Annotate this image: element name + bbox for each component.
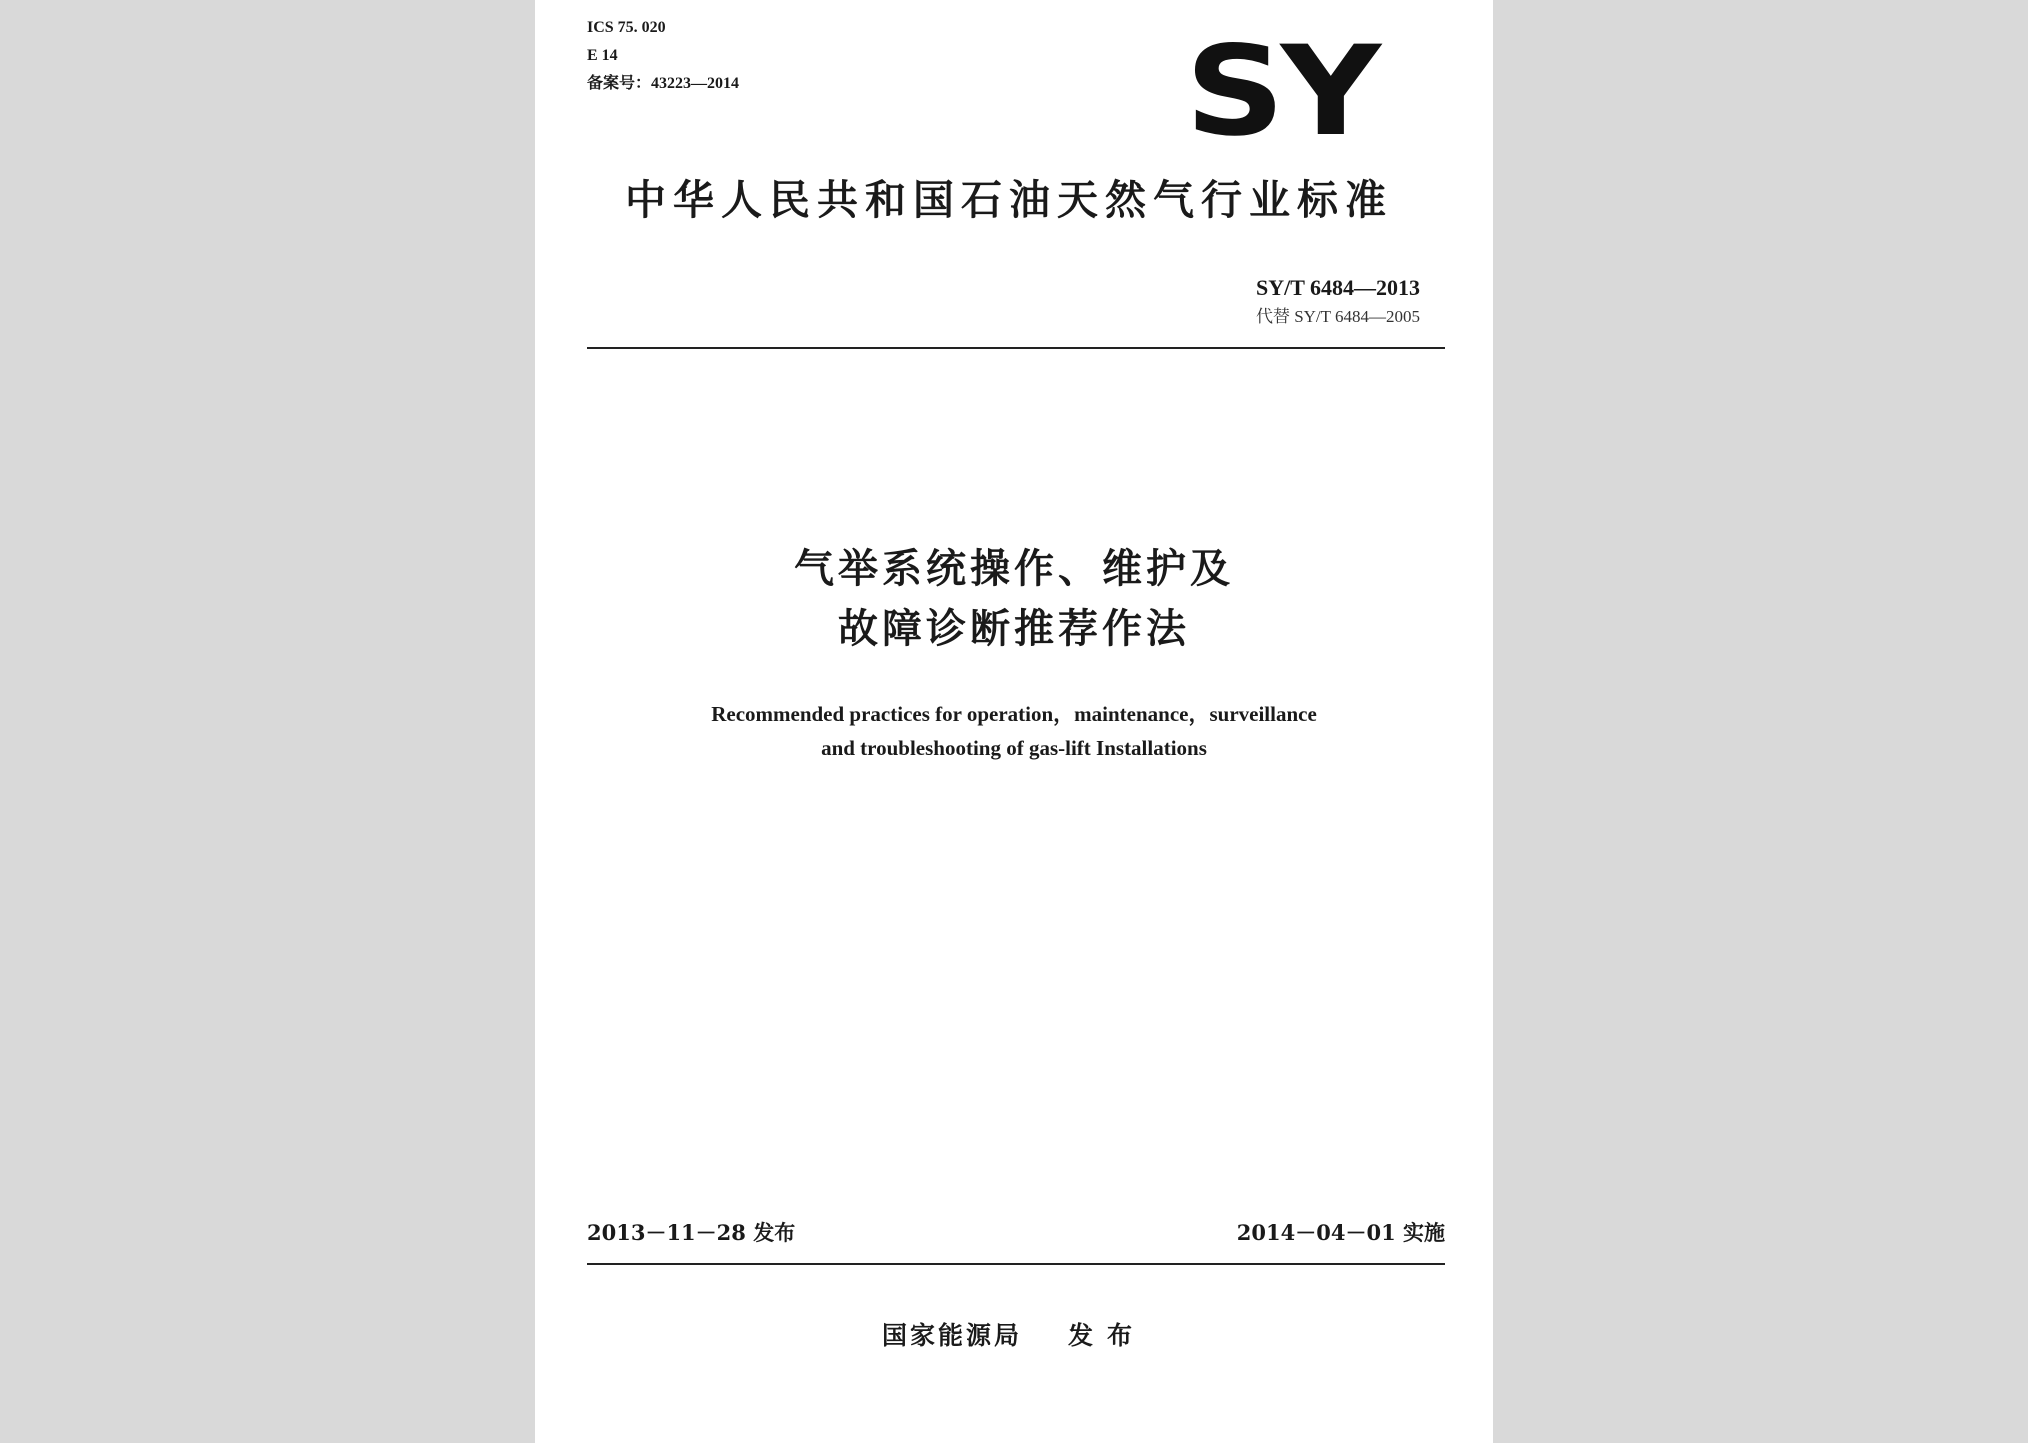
top-divider (587, 347, 1445, 349)
document-page (535, 0, 1493, 1443)
category-code: E 14 (587, 47, 618, 64)
document-title-en-line1: Recommended practices for operation，maintenance，surveillance (711, 702, 1317, 726)
standard-number: SY/T 6484—2013 (1255, 275, 1420, 300)
sy-logo: SY (1185, 20, 1377, 164)
publisher-action: 发布 (1068, 1321, 1147, 1350)
record-number: 备案号：43223—2014 (587, 75, 740, 92)
standard-title: 中华人民共和国石油天然气行业标准 (625, 176, 1393, 224)
ics-code: ICS 75. 020 (587, 19, 666, 36)
document-title-cn-line1: 气举系统操作、维护及 (794, 546, 1234, 592)
bottom-divider (587, 1263, 1445, 1265)
document-title-en-line2: and troubleshooting of gas-lift Installations (821, 736, 1207, 760)
publisher-line (535, 1318, 1493, 1354)
issue-date: 2013－11－28 发布 (587, 1220, 796, 1245)
implementation-date: 2014－04－01 实施 (1236, 1220, 1445, 1245)
publisher-organization: 国家能源局 (881, 1321, 1022, 1350)
replaces-standard: 代替 SY/T 6484—2005 (1255, 307, 1420, 326)
document-title-cn-line2: 故障诊断推荐作法 (838, 606, 1190, 652)
